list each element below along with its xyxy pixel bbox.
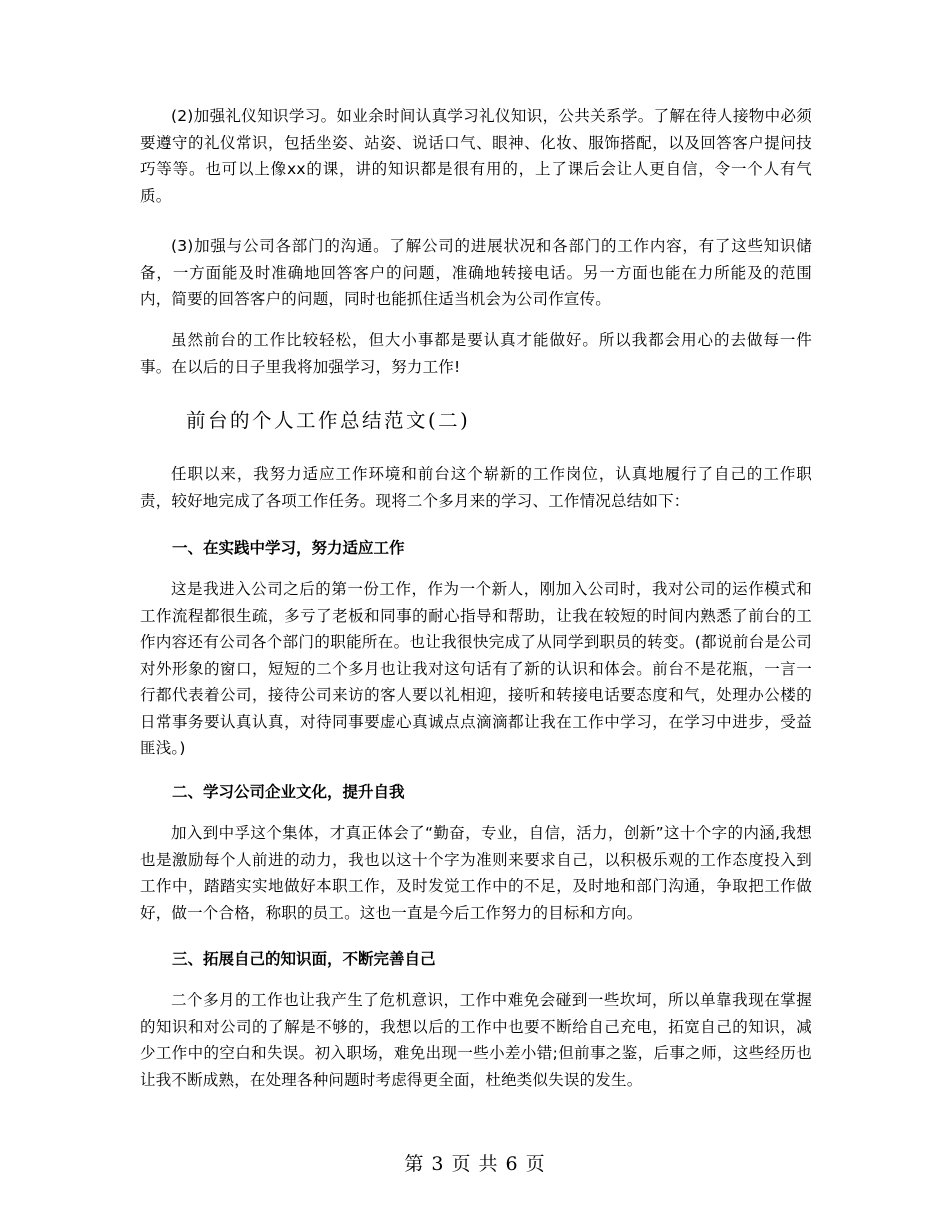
heading-section-3: 三、拓展自己的知识面，不断完善自己 (172, 950, 436, 968)
paragraph-section-1: 这是我进入公司之后的第一份工作，作为一个新人，刚加入公司时，我对公司的运作模式和工作流程都很生疏，多亏了老板和同事的耐心指导和帮助，让我在较短的时间内熟悉了前台的工作内容还有公司各个部门的职能所在。也让我很快完成了从同学到职员的转变。(都说前台是公司对外形象的窗口，短短的二个多月也让我对这句话有了新的认识和体会。前台不是花瓶，一言一行都代表着公司，接待公司来访的客人要以礼相迎，接听和转接电话要态度和气，处理办公楼的日常事务要认真认真，对待同事要虚心真诚点点滴滴都让我在工作中学习，在学习中进步，受益匪浅。) (140, 580, 812, 757)
paragraph-section-3: 二个多月的工作也让我产生了危机意识，工作中难免会碰到一些坎坷，所以单靠我现在掌握的知识和对公司的了解是不够的，我想以后的工作中也要不断给自己充电，拓宽自己的知识，减少工作中的空白和失误。初入职场，难免出现一些小差小错;但前事之鉴，后事之师，这些经历也让我不断成熟，在处理各种问题时考虑得更全面，杜绝类似失误的发生。 (140, 991, 812, 1089)
paragraph-opening: 任职以来，我努力适应工作环境和前台这个崭新的工作岗位，认真地履行了自己的工作职责，较好地完成了各项工作任务。现将二个多月来的学习、工作情况总结如下： (140, 465, 812, 510)
heading-section-2: 二、学习公司企业文化，提升自我 (172, 783, 405, 801)
section-title: 前台的个人工作总结范文(二) (186, 409, 471, 432)
paragraph-conclusion: 虽然前台的工作比较轻松，但大小事都是要认真才能做好。所以我都会用心的去做每一件事。在以后的日子里我将加强学习，努力工作! (140, 331, 812, 376)
page-number-footer: 第 3 页 共 6 页 (404, 1153, 546, 1175)
heading-section-1: 一、在实践中学习，努力适应工作 (172, 539, 405, 557)
paragraph-section-2: 加入到中孚这个集体，才真正体会了“勤奋，专业，自信，活力，创新”这十个字的内涵,我想也是激励每个人前进的动力，我也以这十个字为准则来要求自己，以积极乐观的工作态度投入到工作中，踏踏实实地做好本职工作，及时发觉工作中的不足，及时地和部门沟通，争取把工作做好，做一个合格，称职的员工。这也一直是今后工作努力的目标和方向。 (140, 824, 812, 922)
paragraph-department-communication: (3)加强与公司各部门的沟通。了解公司的进展状况和各部门的工作内容，有了这些知识储备，一方面能及时准确地回答客户的问题，准确地转接电话。另一方面也能在力所能及的范围内，简要的回答客户的问题，同时也能抓住适当机会为公司作宣传。 (140, 237, 812, 308)
paragraph-etiquette-learning: (2)加强礼仪知识学习。如业余时间认真学习礼仪知识，公共关系学。了解在待人接物中必须要遵守的礼仪常识，包括坐姿、站姿、说话口气、眼神、化妆、服饰搭配，以及回答客户提问技巧等等。也可以上像xx的课，讲的知识都是很有用的，上了课后会让人更自信，令一个人有气质。 (140, 107, 812, 205)
